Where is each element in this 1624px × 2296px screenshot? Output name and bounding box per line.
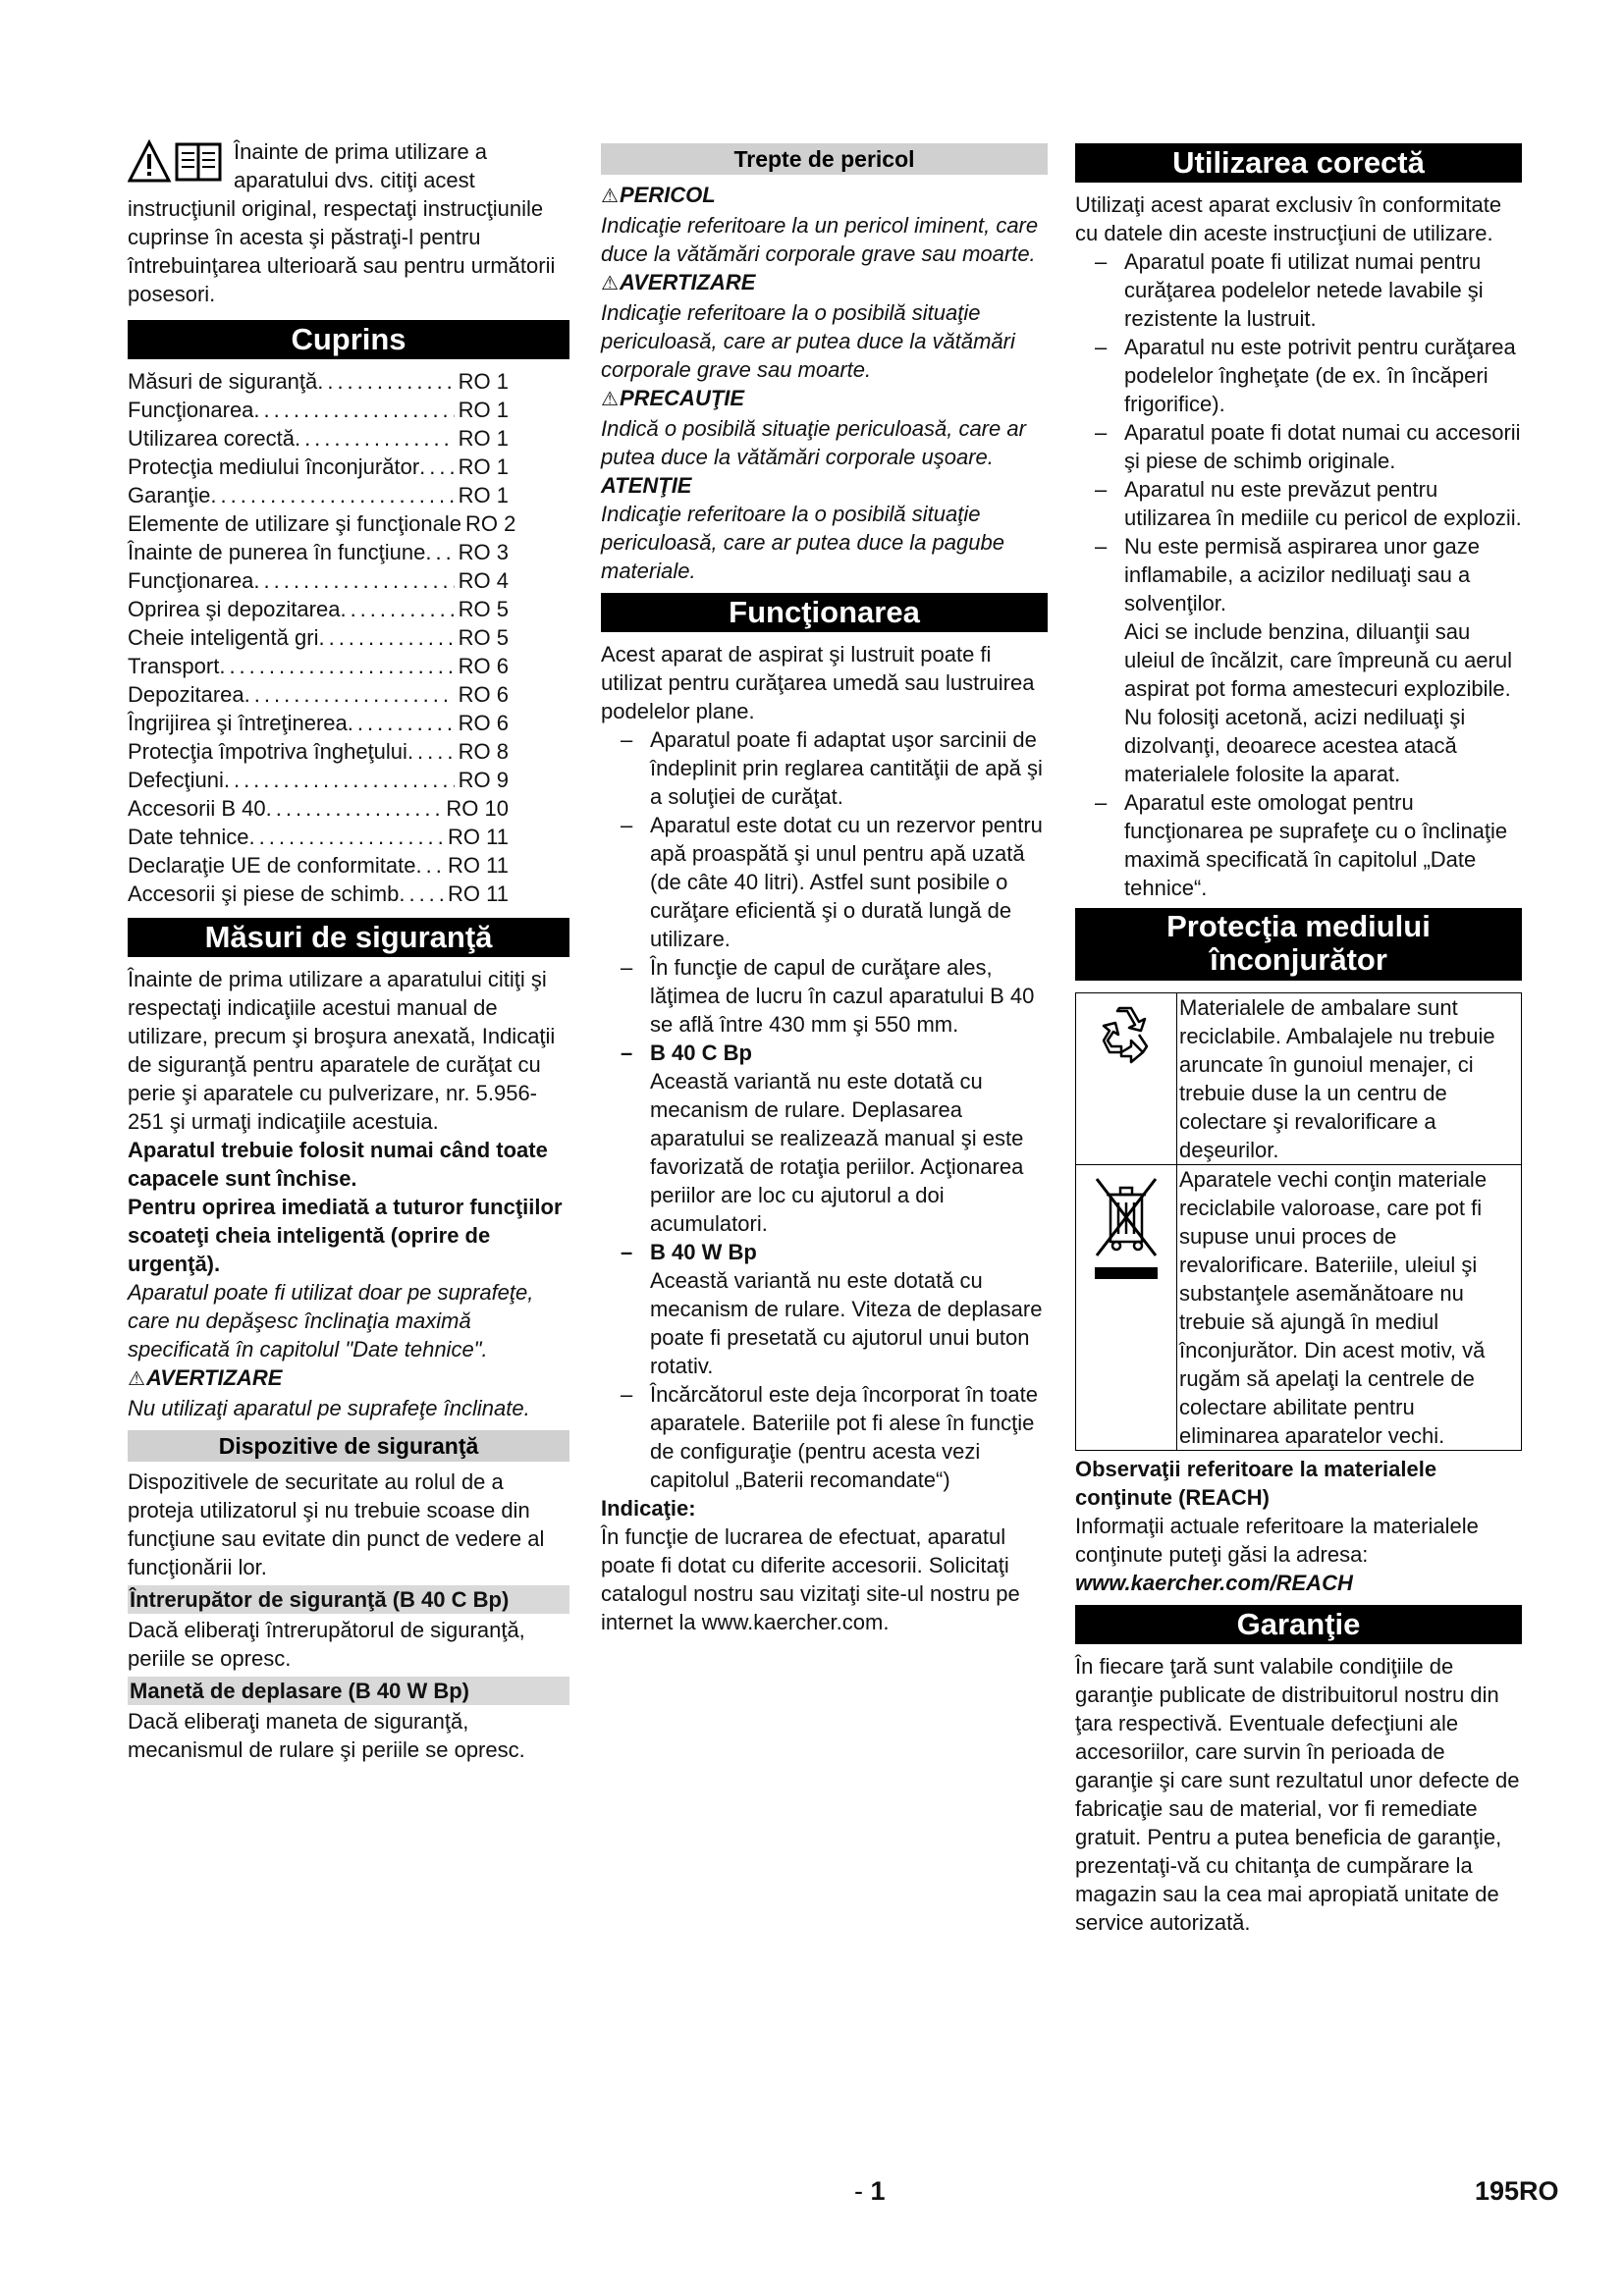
- toc-entry-label: Îngrijirea şi întreţinerea: [128, 711, 348, 735]
- safety-paragraph: Înainte de prima utilizare a aparatului citiţi şi respectaţi indicaţiile acestui manual de utilizare, precum şi broşura anexată, Indicaţii de siguranţă pentru aparatele de curăţat cu perie şi aparatele cu pulverizare, nr. 5.956-251 şi urmaţi indicaţiile acestuia.: [128, 967, 556, 1134]
- toc-entry[interactable]: [128, 709, 569, 737]
- toc-entry[interactable]: [128, 737, 569, 766]
- toc-entry[interactable]: [128, 509, 569, 538]
- toc-entry-label: Date tehnice: [128, 825, 249, 849]
- toc-leader-dots: [249, 823, 445, 851]
- caution-text: Indică o posibilă situaţie periculoasă, care ar putea duce la vătămări corporale uşoare.: [601, 416, 1026, 469]
- toc-entry[interactable]: [128, 481, 569, 509]
- hazard-heading: Trepte de pericol: [601, 143, 1048, 175]
- b40w-label: – B 40 W Bp: [621, 1240, 757, 1264]
- safety-warning-text: Nu utilizaţi aparatul pe suprafeţe înclinate.: [128, 1396, 530, 1420]
- usage-intro: Utilizaţi acest aparat exclusiv în conformitate cu datele din aceste instrucţiuni de utilizare.: [1075, 192, 1502, 245]
- toc-entry-page: RO 1: [458, 483, 509, 507]
- environment-row-recycle: [1076, 993, 1522, 1165]
- usage-bullet-2: – Aparatul nu este potrivit pentru curăţarea podelelor îngheţate (de ex. în încăperi frigorifice).: [1095, 335, 1516, 416]
- column-middle: [601, 137, 1048, 1636]
- usage-bullet-6: – Aparatul este omologat pentru funcţionarea pe suprafeţe cu o înclinaţie maximă specificată în capitolul „Date tehnice“.: [1095, 790, 1508, 900]
- toc-entry-page: RO 11: [448, 881, 509, 906]
- danger-text: Indicaţie referitoare la un pericol iminent, care duce la vătămări corporale grave sau moarte.: [601, 213, 1039, 266]
- function-bullet-2: – Aparatul este dotat cu un rezervor pentru apă proaspătă şi unul pentru apă uzată (de câte 40 litri). Astfel sunt posibile o curăţare eficientă şi o durată lungă de utilizare.: [621, 813, 1043, 951]
- caution-label: ⚠ PRECAUŢIE: [601, 384, 1048, 414]
- toc-leader-dots: [219, 652, 454, 680]
- toc-leader-dots: [244, 680, 455, 709]
- page-number: - 1: [854, 2176, 886, 2206]
- toc-entry-label: Transport: [128, 654, 220, 678]
- toc-entry-page: RO 8: [458, 739, 509, 764]
- safety-heading: Măsuri de siguranţă: [128, 918, 569, 957]
- function-bullet-1: – Aparatul poate fi adaptat uşor sarcinii de îndeplinit prin reglarea cantităţii de apă şi a soluţiei de curăţat.: [621, 727, 1043, 809]
- toc-entry-page: RO 1: [458, 369, 509, 394]
- toc-entry[interactable]: [128, 851, 569, 880]
- usage-bullet-5: – Nu este permisă aspirarea unor gaze inflamabile, a acizilor nediluaţi sau a solvenţilor.: [1095, 534, 1480, 615]
- toc-entry-page: RO 6: [458, 682, 509, 707]
- toc-entry-page: RO 9: [458, 768, 509, 792]
- warranty-text: În fiecare ţară sunt valabile condiţiile de garanţie publicate de distribuitorul nostru din ţara respectivă. Eventuale defecţiuni ale accesoriilor, care survin în perioada de garanţie şi care sunt rezultatul unor defecte de fabricaţie sau de material, vor fi remediate gratuit. Pentru a putea beneficia de garanţie, prezentaţi-vă cu chitanţa de cumpărare la magazin sau la cea mai apropiată unitate de service autorizată.: [1075, 1654, 1520, 1935]
- toc-entry-label: Cheie inteligentă gri: [128, 625, 319, 650]
- toc-entry-label: Accesorii şi piese de schimb: [128, 881, 400, 906]
- toc-entry-label: Funcţionarea: [128, 568, 254, 593]
- usage-bullet-1: – Aparatul poate fi utilizat numai pentru curăţarea podelelor netede lavabile şi rezistente la lustruit.: [1095, 249, 1484, 331]
- attention-label: ATENŢIE: [601, 473, 692, 498]
- column-left: [128, 137, 569, 1764]
- toc-entry-page: RO 1: [458, 398, 509, 422]
- toc-entry-page: RO 6: [458, 654, 509, 678]
- toc-entry-page: RO 1: [458, 454, 509, 479]
- toc-leader-dots: [340, 595, 454, 623]
- reach-url-link[interactable]: www.kaercher.com/REACH: [1075, 1571, 1353, 1595]
- toc-leader-dots: [348, 709, 455, 737]
- toc-entry[interactable]: [128, 396, 569, 424]
- function-heading: Funcţionarea: [601, 593, 1048, 632]
- switch-text: Dacă eliberaţi întrerupătorul de siguranţă, periile se opresc.: [128, 1618, 525, 1671]
- note-text: În funcţie de lucrarea de efectuat, aparatul poate fi dotat cu diferite accesorii. Solicitaţi catalogul nostru sau vizitaţi site-ul nostru pe internet la www.kaercher.com.: [601, 1524, 1020, 1634]
- toc-heading: Cuprins: [128, 320, 569, 359]
- toc-entry-page: RO 3: [458, 540, 509, 564]
- usage-bullet-3: – Aparatul poate fi dotat numai cu accesorii şi piese de schimb originale.: [1095, 420, 1521, 473]
- toc-entry[interactable]: [128, 538, 569, 566]
- toc-leader-dots: [317, 367, 454, 396]
- crossed-bin-icon: [1089, 1173, 1164, 1291]
- toc-leader-dots: [253, 566, 454, 595]
- toc-entry-label: Oprirea şi depozitarea: [128, 597, 341, 621]
- toc-entry-label: Măsuri de siguranţă: [128, 369, 318, 394]
- usage-bullet-4: – Aparatul nu este prevăzut pentru utilizarea în mediile cu pericol de explozii.: [1095, 477, 1522, 530]
- function-bullet-3: – În funcţie de capul de curăţare ales, lăţimea de lucru în cazul aparatului B 40 se află între 430 mm şi 550 mm.: [621, 955, 1035, 1037]
- safety-bold-emergency: Pentru oprirea imediată a tuturor funcţiilor scoateţi cheia inteligentă (oprire de urgenţă).: [128, 1195, 563, 1276]
- reach-heading: Observaţii referitoare la materialele conţinute (REACH): [1075, 1457, 1437, 1510]
- toc-entry-label: Defecţiuni: [128, 768, 224, 792]
- attention-text: Indicaţie referitoare la o posibilă situaţie periculoasă, care ar putea duce la pagube materiale.: [601, 502, 1004, 583]
- page-code: 195RO: [1475, 2176, 1559, 2206]
- toc-entry-page: RO 1: [458, 426, 509, 451]
- environment-bin-text: Aparatele vechi conţin materiale reciclabile valoroase, care pot fi supuse unui proces de revalorificare. Bateriile, uleiul şi substanţele asemănătoare nu trebuie să ajungă în mediul înconjurător. Din acest motiv, vă rugăm să apelaţi la centrele de colectare abilitate pentru eliminarea aparatelor vechi.: [1177, 1165, 1522, 1451]
- environment-row-bin: [1076, 1165, 1522, 1451]
- column-right: [1075, 137, 1522, 1937]
- toc-entry-page: RO 10: [446, 796, 509, 821]
- safety-italic-incline: Aparatul poate fi utilizat doar pe suprafeţe, care nu depăşesc înclinaţia maximă specificată în capitolul "Date tehnice".: [128, 1280, 534, 1362]
- function-bullet-4: – Încărcătorul este deja încorporat în toate aparatele. Bateriile pot fi alese în funcţie de configuraţie (pentru acesta vezi capitolul „Baterii recomandate“): [621, 1382, 1039, 1492]
- toc-entry-label: Înainte de punerea în funcţiune: [128, 540, 426, 564]
- toc-leader-dots: [407, 737, 455, 766]
- toc-leader-dots: [419, 453, 454, 481]
- intro-paragraph: [128, 137, 569, 308]
- toc-entry[interactable]: [128, 880, 569, 908]
- safety-bold-covers: Aparatul trebuie folosit numai când toate capacele sunt închise.: [128, 1138, 548, 1191]
- lever-heading: Manetă de deplasare (B 40 W Bp): [128, 1677, 569, 1705]
- devices-heading: Dispozitive de siguranţă: [128, 1430, 569, 1462]
- toc-entry[interactable]: [128, 595, 569, 623]
- toc-leader-dots: [210, 481, 454, 509]
- toc-entry-label: Accesorii B 40: [128, 796, 266, 821]
- warning-label: ⚠ AVERTIZARE: [601, 268, 1048, 298]
- toc-leader-dots: [266, 794, 443, 823]
- toc-entry-page: RO 5: [458, 625, 509, 650]
- warning-text: Indicaţie referitoare la o posibilă situaţie periculoasă, care ar putea duce la vătămări corporale grave sau moarte.: [601, 300, 1015, 382]
- toc-entry-page: RO 11: [448, 853, 509, 878]
- warranty-heading: Garanţie: [1075, 1605, 1522, 1644]
- intro-text: Înainte de prima utilizare a aparatului dvs. citiţi acest instrucţiunil original, respectaţi instrucţiunile cuprinse în acesta şi păstraţi-l pentru întrebuinţarea ulterioară sau pentru următorii posesori.: [128, 139, 556, 306]
- toc-leader-dots: [318, 623, 454, 652]
- toc-entry[interactable]: [128, 766, 569, 794]
- toc-leader-dots: [415, 851, 444, 880]
- toc-entry-page: RO 6: [458, 711, 509, 735]
- safety-warning-label: ⚠ AVERTIZARE: [128, 1363, 569, 1394]
- danger-label: ⚠ PERICOL: [601, 181, 1048, 211]
- toc-entry[interactable]: [128, 823, 569, 851]
- recycle-icon: [1092, 1001, 1161, 1070]
- toc-entry-page: RO 11: [448, 825, 509, 849]
- toc-entry-page: RO 4: [458, 568, 509, 593]
- function-intro: Acest aparat de aspirat şi lustruit poate fi utilizat pentru curăţarea umedă sau lustruirea podelelor plane.: [601, 642, 1035, 723]
- toc-entry-label: Utilizarea corectă: [128, 426, 295, 451]
- table-of-contents: [128, 367, 569, 908]
- toc-leader-dots: [253, 396, 454, 424]
- toc-entry-label: Elemente de utilizare şi funcţionale: [128, 511, 461, 536]
- toc-entry[interactable]: [128, 623, 569, 652]
- environment-recycle-text: Materialele de ambalare sunt reciclabile. Ambalajele nu trebuie aruncate în gunoiul menajer, ci trebuie duse la un centru de colectare şi revalorificare a deşeurilor.: [1177, 993, 1522, 1165]
- toc-entry[interactable]: [128, 652, 569, 680]
- b40w-text: Această variantă nu este dotată cu mecanism de rulare. Viteza de deplasare poate fi presetată cu ajutorul unui buton rotativ.: [650, 1268, 1043, 1378]
- note-label: Indicaţie:: [601, 1496, 696, 1521]
- toc-entry[interactable]: [128, 680, 569, 709]
- devices-text: Dispozitivele de securitate au rolul de a proteja utilizatorul şi nu trebuie scoase din funcţiune sau evitate din punct de vedere al funcţionării lor.: [128, 1469, 545, 1579]
- toc-entry[interactable]: [128, 424, 569, 453]
- toc-entry-page: RO 2: [464, 511, 516, 536]
- usage-bullet-5-cont: Aici se include benzina, diluanţii sau uleiul de încălzit, care împreună cu aerul aspirat pot forma amestecuri explozibile. Nu folosiţi acetonă, acizi nediluaţi şi dizolvanţi, deoarece acestea atacă materialele folosite la aparat.: [1124, 619, 1512, 786]
- warning-triangle-icon: [130, 142, 169, 181]
- toc-entry-label: Garanţie: [128, 483, 211, 507]
- toc-entry[interactable]: [128, 566, 569, 595]
- toc-entry-page: RO 5: [458, 597, 509, 621]
- manual-book-icon: [177, 144, 220, 180]
- toc-leader-dots: [224, 766, 455, 794]
- switch-heading: Întrerupător de siguranţă (B 40 C Bp): [128, 1585, 569, 1614]
- environment-table: [1075, 992, 1522, 1451]
- toc-entry[interactable]: [128, 367, 569, 396]
- b40c-label: – B 40 C Bp: [621, 1041, 752, 1065]
- toc-entry-label: Funcţionarea: [128, 398, 254, 422]
- reach-text: Informaţii actuale referitoare la materialele conţinute puteţi găsi la adresa:: [1075, 1514, 1479, 1567]
- toc-leader-dots: [295, 424, 455, 453]
- intro-icons: [128, 139, 226, 185]
- toc-entry-label: Protecţia împotriva îngheţului: [128, 739, 407, 764]
- toc-leader-dots: [399, 880, 444, 908]
- b40c-text: Această variantă nu este dotată cu mecanism de rulare. Deplasarea aparatului se realizează manual şi este favorizată de rotaţia periilor. Acţionarea periilor are loc cu ajutorul a doi acumulatori.: [650, 1069, 1024, 1236]
- usage-heading: Utilizarea corectă: [1075, 143, 1522, 183]
- toc-leader-dots: [425, 538, 454, 566]
- environment-heading: Protecţia mediului înconjurător: [1075, 908, 1522, 981]
- toc-entry-label: Depozitarea: [128, 682, 244, 707]
- toc-entry[interactable]: [128, 453, 569, 481]
- lever-text: Dacă eliberaţi maneta de siguranţă, mecanismul de rulare şi periile se opresc.: [128, 1709, 525, 1762]
- toc-entry-label: Protecţia mediului înconjurător: [128, 454, 420, 479]
- toc-entry[interactable]: [128, 794, 569, 823]
- toc-entry-label: Declaraţie UE de conformitate: [128, 853, 416, 878]
